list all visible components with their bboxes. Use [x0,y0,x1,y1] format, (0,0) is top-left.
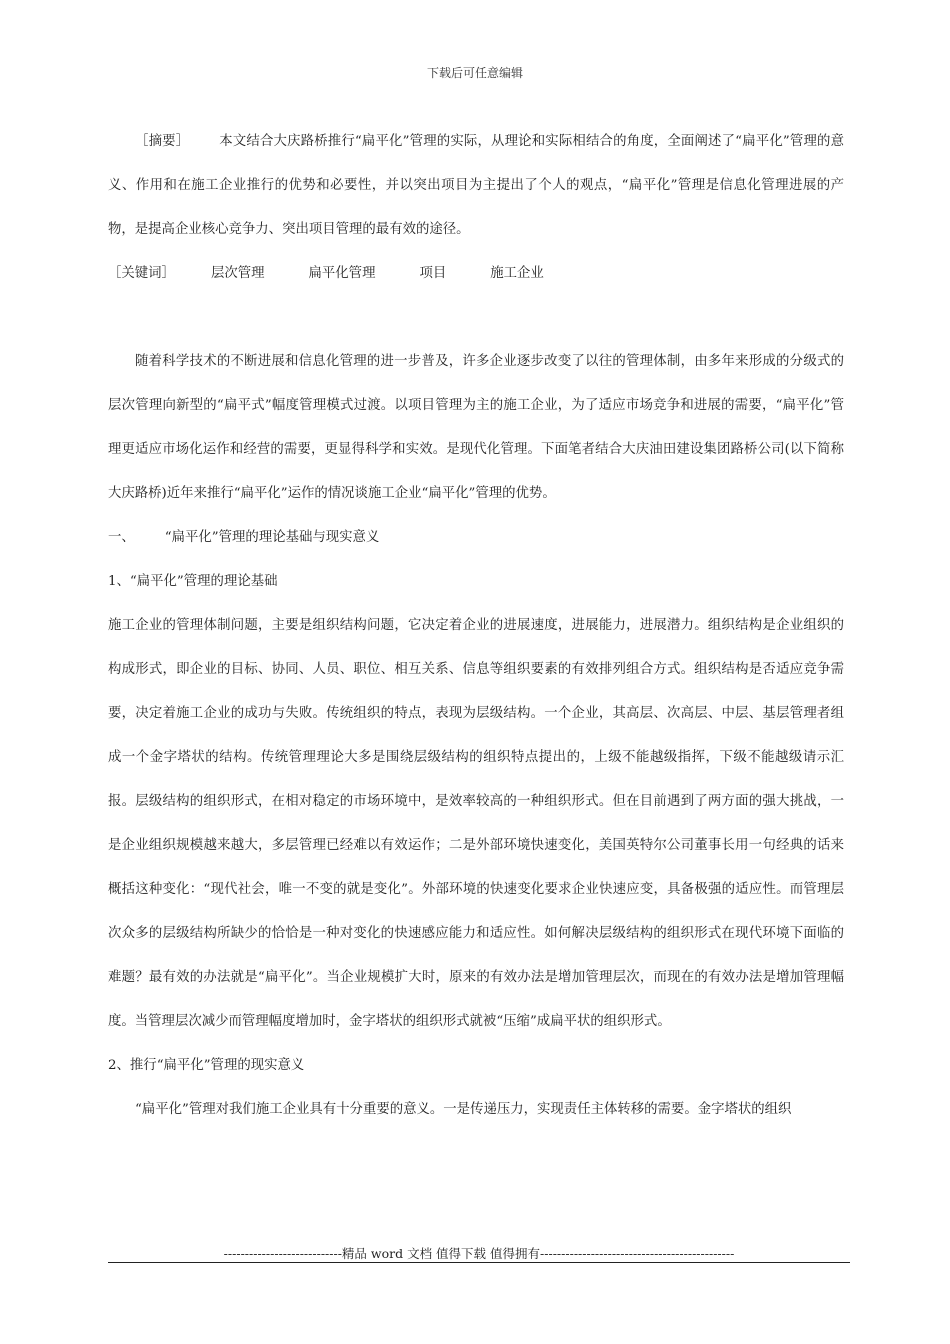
keyword-item: 施工企业 [490,266,544,281]
section-number: 一、 [108,530,135,545]
keyword-item: 层次管理 [210,266,265,281]
page-footer: ----------------------------精品 word 文档 值得下载 值得拥有---------------------------------------------- [223,1246,735,1261]
keywords-line [108,252,844,296]
keywords-label: ［关键词］ [108,266,175,281]
abstract-label: ［摘要］ [135,134,190,149]
section-heading [108,516,844,560]
page-header: 下载后可任意编辑 [426,66,523,80]
keyword-item: 项目 [419,266,447,281]
subsection-heading: 2、推行“扁平化”管理的现实意义 [108,1058,305,1073]
abstract-paragraph [108,120,844,252]
document-body [108,120,844,1132]
subsection-heading: 1、“扁平化”管理的理论基础 [108,574,278,589]
keyword-item: 扁平化管理 [308,266,376,281]
body-paragraph: “扁平化”管理对我们施工企业具有十分重要的意义。一是传递压力，实现责任主体转移的需要。金字塔状的组织 [135,1102,792,1117]
abstract-text: 本文结合大庆路桥推行“扁平化”管理的实际，从理论和实际相结合的角度，全面阐述了“扁平化”管理的意义、作用和在施工企业推行的优势和必要性，并以突出项目为主提出了个人的观点，“扁平化”管理是信息化管理进展的产物，是提高企业核心竞争力、突出项目管理的最有效的途径。 [108,134,844,237]
section-title: “扁平化”管理的理论基础与现实意义 [164,530,380,545]
blank-line [108,296,844,340]
intro-paragraph: 随着科学技术的不断进展和信息化管理的进一步普及，许多企业逐步改变了以往的管理体制，由多年来形成的分级式的层次管理向新型的“扁平式”幅度管理模式过渡。以项目管理为主的施工企业，为了适应市场竞争和进展的需要，“扁平化”管理更适应市场化运作和经营的需要，更显得科学和实效。是现代化管理。下面笔者结合大庆油田建设集团路桥公司(以下简称大庆路桥)近年来推行“扁平化”运作的情况谈施工企业“扁平化”管理的优势。 [108,354,844,501]
footer-divider [108,1262,850,1263]
body-paragraph: 施工企业的管理体制问题，主要是组织结构问题，它决定着企业的进展速度，进展能力，进展潜力。组织结构是企业组织的构成形式，即企业的目标、协同、人员、职位、相互关系、信息等组织要素的有效排列组合方式。组织结构是否适应竞争需要，决定着施工企业的成功与失败。传统组织的特点，表现为层级结构。一个企业，其高层、次高层、中层、基层管理者组成一个金字塔状的结构。传统管理理论大多是围绕层级结构的组织特点提出的，上级不能越级指挥，下级不能越级请示汇报。层级结构的组织形式，在相对稳定的市场环境中，是效率较高的一种组织形式。但在目前遇到了两方面的强大挑战，一是企业组织规模越来越大，多层管理已经难以有效运作；二是外部环境快速变化，美国英特尔公司董事长用一句经典的话来概括这种变化：“现代社会，唯一不变的就是变化”。外部环境的快速变化要求企业快速应变，具备极强的适应性。而管理层次众多的层级结构所缺少的恰恰是一种对变化的快速感应能力和适应性。如何解决层级结构的组织形式在现代环境下面临的难题？最有效的办法就是“扁平化”。当企业规模扩大时，原来的有效办法是增加管理层次，而现在的有效办法是增加管理幅度。当管理层次减少而管理幅度增加时，金字塔状的组织形式就被“压缩”成扁平状的组织形式。 [108,618,844,1029]
